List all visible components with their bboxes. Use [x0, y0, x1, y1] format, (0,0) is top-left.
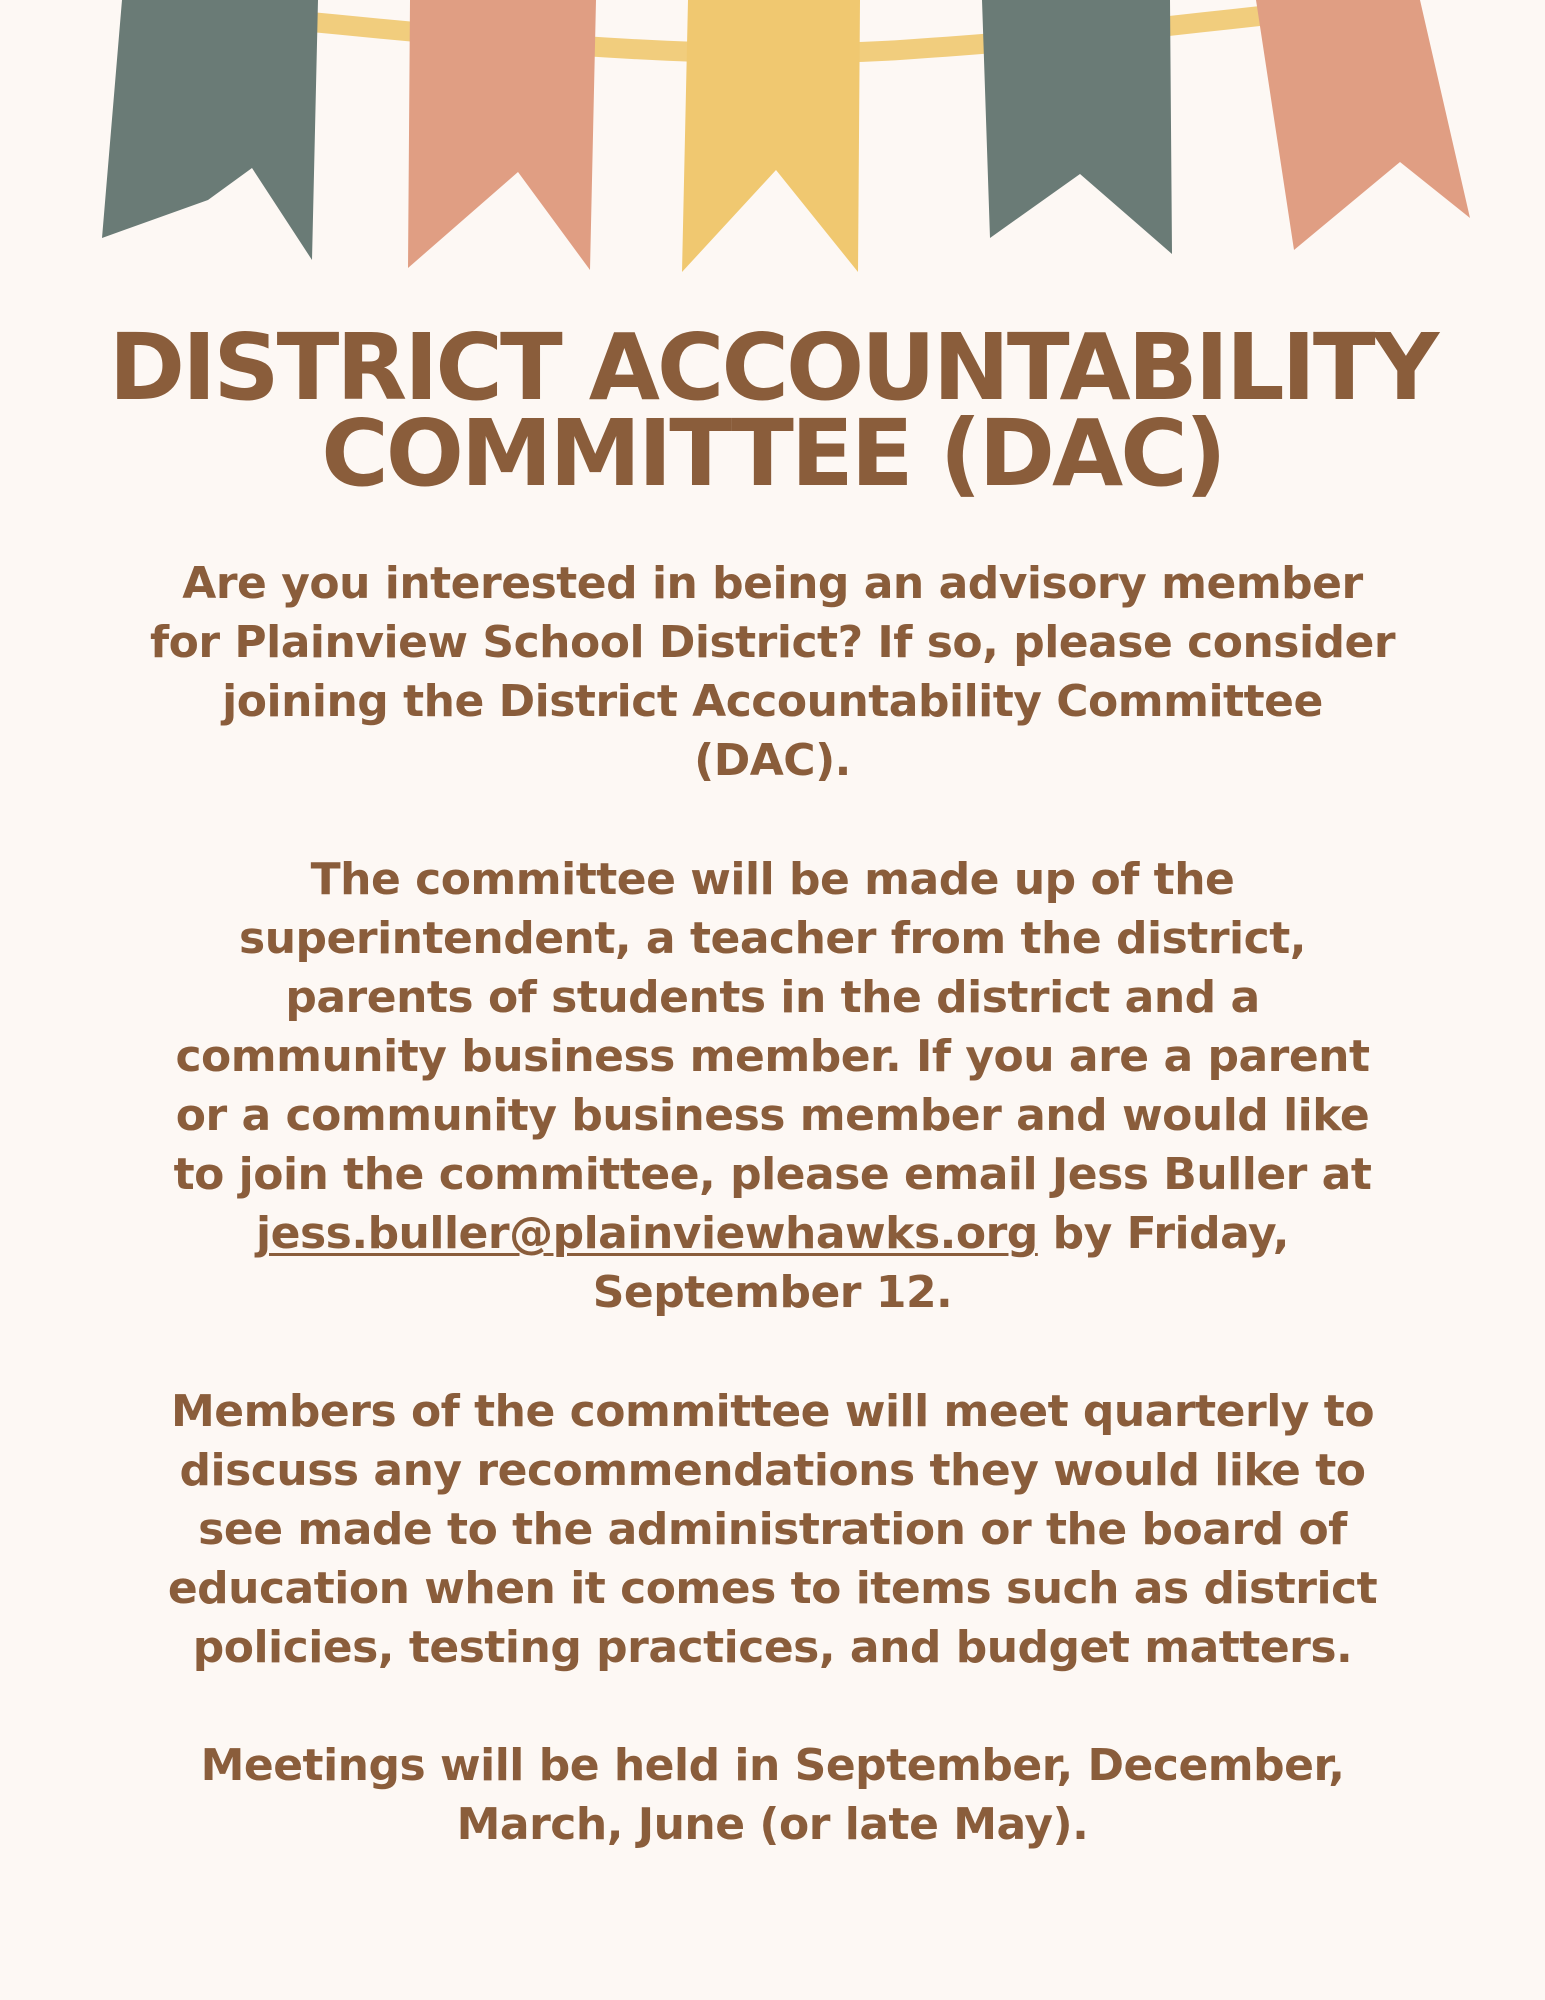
intro-paragraph — [150, 554, 1395, 790]
composition-line: or a community business member and would like — [175, 1090, 1370, 1141]
intro-line: for Plainview School District? If so, please consider — [150, 617, 1396, 668]
composition-line: to join the committee, please email Jess Buller at — [173, 1149, 1372, 1200]
composition-email-line — [150, 1204, 1395, 1263]
intro-line: Are you interested in being an advisory member — [182, 558, 1363, 609]
flag-5 — [1256, 0, 1470, 250]
flag-2 — [408, 0, 596, 270]
title-line-1: DISTRICT ACCOUNTABILITY — [108, 314, 1437, 421]
meetings-info-line: education when it comes to items such as district — [167, 1563, 1378, 1614]
flag-1 — [102, 0, 318, 260]
composition-line: The committee will be made up of the — [310, 854, 1235, 905]
email-link[interactable]: jess.buller@plainviewhawks.org — [256, 1208, 1038, 1259]
composition-line: superintendent, a teacher from the district, — [239, 913, 1306, 964]
meetings-info-line: Members of the committee will meet quarterly to — [170, 1386, 1375, 1437]
flag-3 — [682, 0, 860, 272]
meetings-info-line: policies, testing practices, and budget matters. — [192, 1622, 1353, 1673]
deadline-prefix: by Friday, — [1037, 1208, 1289, 1259]
bunting-decoration — [0, 0, 1545, 290]
composition-line: parents of students in the district and a — [285, 972, 1260, 1023]
meetings-info-line: discuss any recommendations they would like to — [179, 1445, 1366, 1496]
intro-line: joining the District Accountability Committee — [222, 676, 1323, 727]
meetings-info-line: see made to the administration or the board of — [198, 1504, 1347, 1555]
title-line-2: COMMITTEE (DAC) — [321, 400, 1224, 507]
composition-paragraph — [150, 850, 1395, 1322]
intro-line: (DAC). — [694, 735, 851, 786]
schedule-line: Meetings will be held in September, December, — [200, 1740, 1345, 1791]
composition-line: community business member. If you are a parent — [175, 1031, 1370, 1082]
schedule-line: March, June (or late May). — [456, 1799, 1089, 1850]
page-title — [0, 314, 1545, 507]
composition-line: September 12. — [592, 1267, 953, 1318]
meetings-info-paragraph — [150, 1382, 1395, 1677]
flag-4 — [982, 0, 1172, 254]
schedule-paragraph — [150, 1736, 1395, 1854]
